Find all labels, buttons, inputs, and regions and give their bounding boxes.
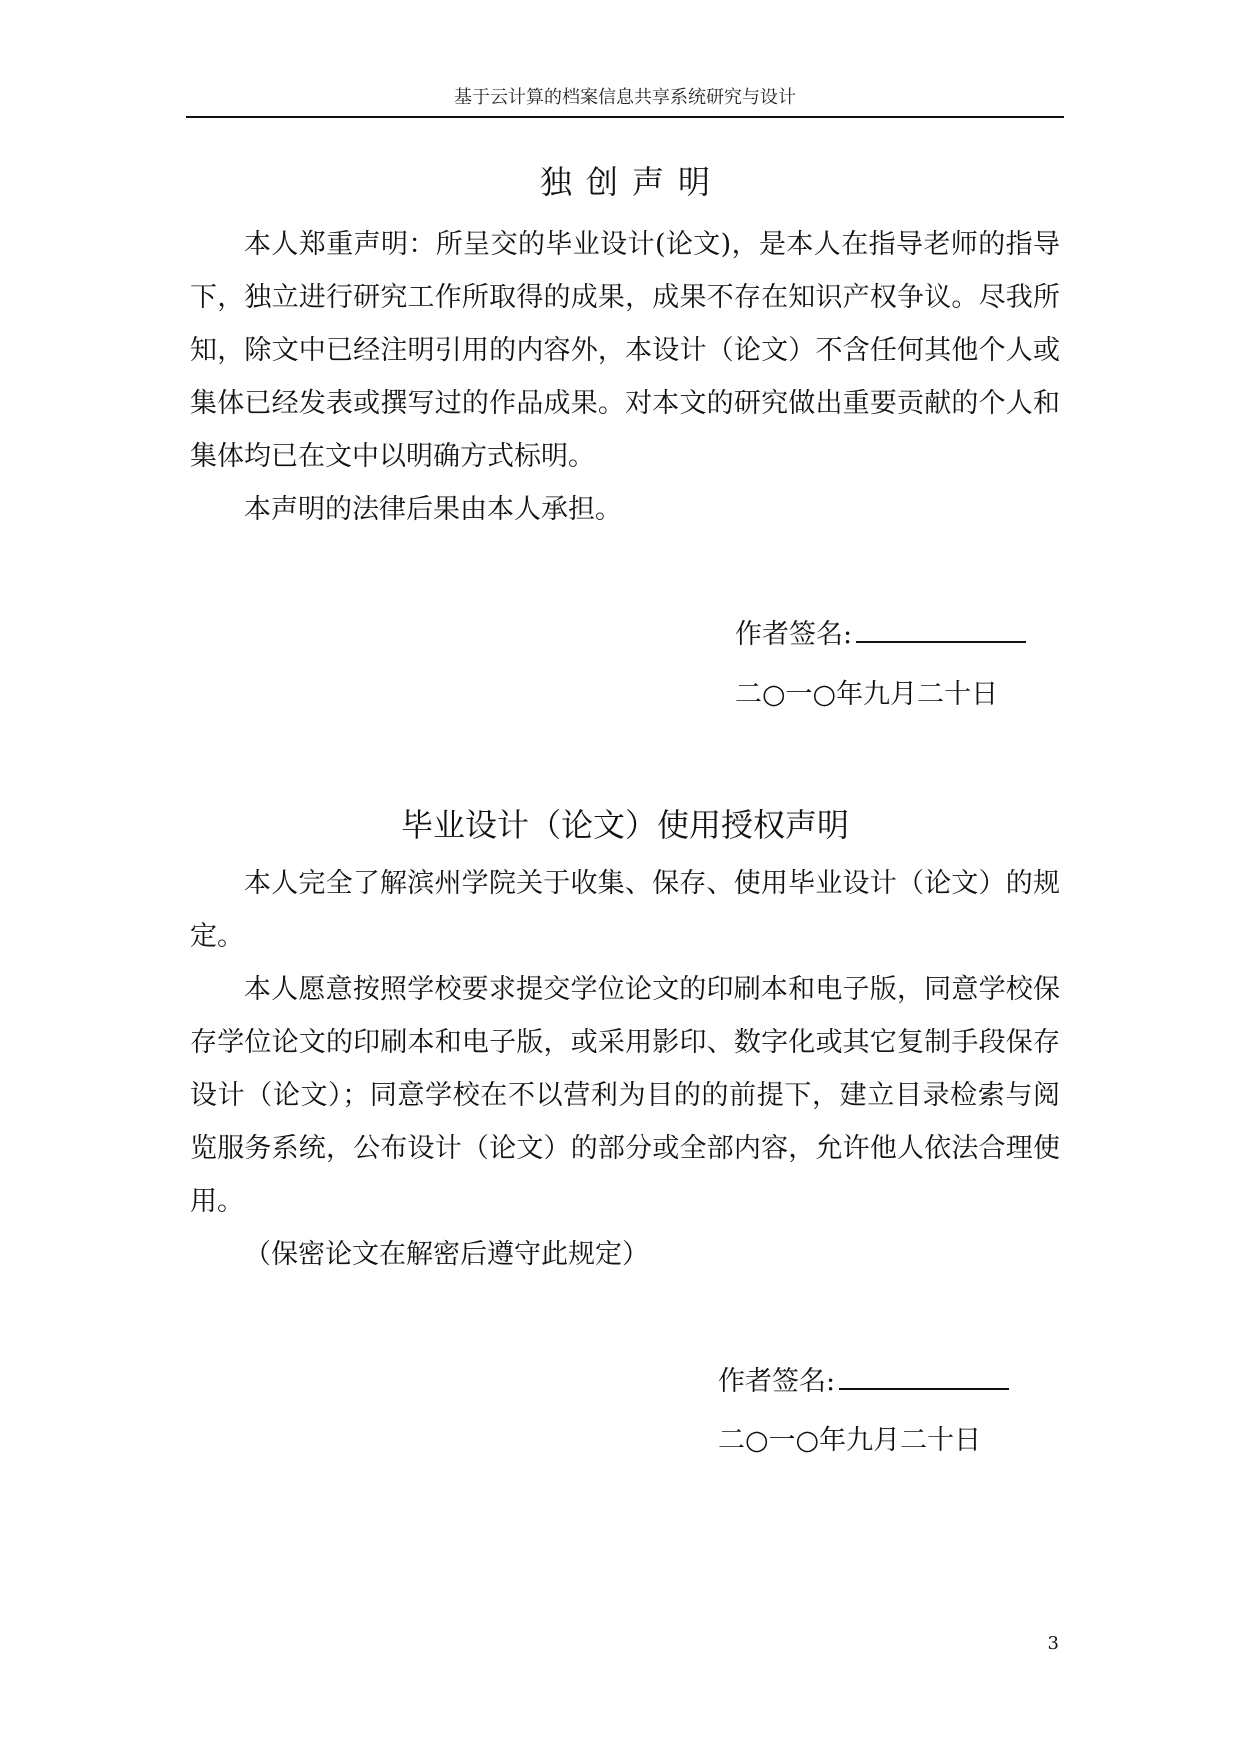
originality-paragraph-1: 本人郑重声明：所呈交的毕业设计(论文)，是本人在指导老师的指导下，独立进行研究工作所取得的成果，成果不存在知识产权争议。尽我所知，除文中已经注明引用的内容外，本设计（论文）不含任何其他个人或集体已经发表或撰写过的作品成果。对本文的研究做出重要贡献的个人和集体均已在文中以明确方式标明。: [190, 229, 1060, 472]
originality-paragraph-2: 本声明的法律后果由本人承担。: [244, 494, 622, 525]
page-number: 3: [1047, 1633, 1059, 1654]
authorization-signature: [718, 1360, 1009, 1398]
authorization-paragraph-3: （保密论文在解密后遵守此规定）: [244, 1239, 649, 1270]
header-rule: [186, 116, 1064, 118]
signature-label: 作者签名:: [735, 619, 853, 650]
signature-label: 作者签名:: [718, 1366, 836, 1397]
authorization-paragraph-2: 本人愿意按照学校要求提交学位论文的印刷本和电子版，同意学校保存学位论文的印刷本和电子版，或采用影印、数字化或其它复制手段保存设计（论文）；同意学校在不以营利为目的的前提下，建立目录检索与阅览服务系统，公布设计（论文）的部分或全部内容，允许他人依法合理使用。: [190, 974, 1060, 1217]
originality-signature: [735, 613, 1026, 651]
authorization-date: 二○一○年九月二十日: [718, 1425, 982, 1456]
authorization-paragraph-1: 本人完全了解滨州学院关于收集、保存、使用毕业设计（论文）的规定。: [190, 868, 1060, 952]
signature-line: [856, 613, 1026, 643]
running-header: 基于云计算的档案信息共享系统研究与设计: [454, 87, 796, 108]
originality-declaration-title: 独创声明: [539, 163, 724, 201]
authorization-declaration-section: [190, 803, 1060, 1281]
authorization-declaration-title: 毕业设计（论文）使用授权声明: [400, 806, 849, 844]
originality-date: 二○一○年九月二十日: [735, 679, 999, 710]
originality-declaration-section: [190, 160, 1060, 536]
signature-line: [839, 1360, 1009, 1390]
